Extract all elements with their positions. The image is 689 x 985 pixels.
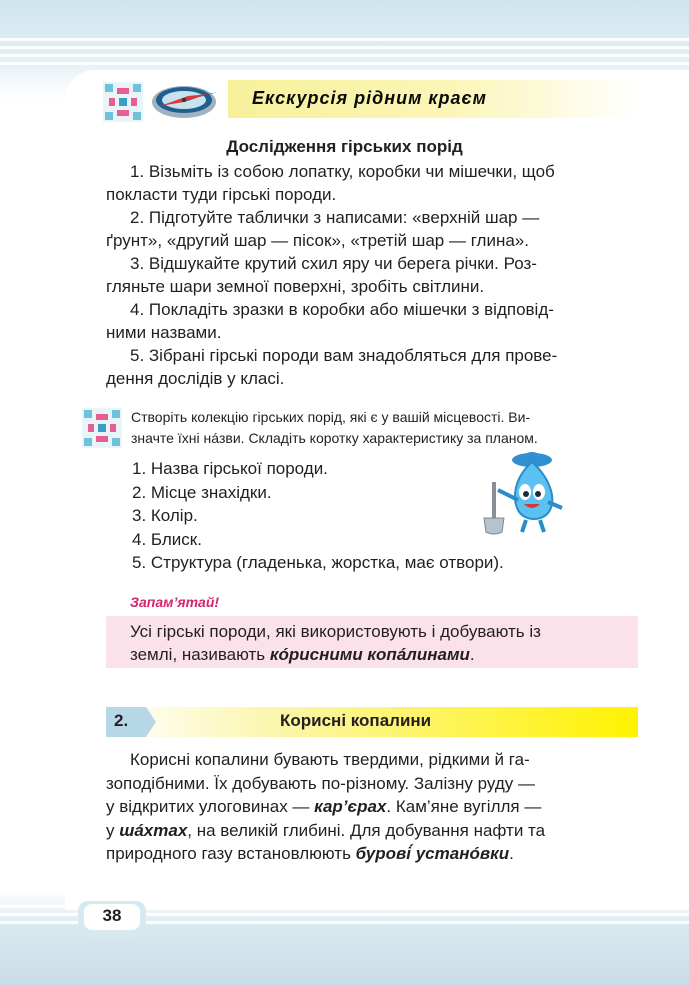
- step-3-line-2: гляньте шари земної поверхні, зробіть світлини.: [106, 277, 485, 296]
- plan-list: [132, 457, 504, 575]
- key-term: бурові́ устанóвки: [355, 844, 510, 863]
- task-line-1: Створіть колекцію гірських порід, які є у вашій місцевості. Ви-: [131, 409, 531, 425]
- header-title: Екскурсія рідним краєм: [252, 88, 487, 108]
- section-2-title: Корисні копалини: [280, 711, 432, 730]
- step-3-line-1: 3. Відшукайте крутий схил яру чи берега річки. Роз-: [130, 254, 537, 273]
- task-ornament-icon: [82, 408, 122, 448]
- step-1-line-2: покласти туди гірські породи.: [106, 185, 337, 204]
- plan-item: 3. Колір.: [132, 506, 198, 525]
- step-1-line-1: 1. Візьміть із собою лопатку, коробки чи мішечки, щоб: [130, 162, 555, 181]
- plan-item: 1. Назва гірської породи.: [132, 459, 328, 478]
- key-term: шáхтах: [119, 820, 188, 840]
- task-line-2: значте їхні нáзви. Складіть коротку характеристику за планом.: [131, 430, 538, 446]
- body-line: у шáхтах, на великій глибині. Для добування нафти та: [106, 820, 546, 840]
- droplet-mascot-with-shovel-icon: [478, 448, 568, 536]
- step-5-line-2: дення дослідів у класі.: [106, 369, 285, 388]
- remember-line-1: Усі гірські породи, які використовують і добувають із: [130, 622, 541, 641]
- cross-stitch-ornament-icon: [103, 82, 143, 122]
- section-title: Дослідження гірських порід: [226, 137, 463, 156]
- body-line: у відкритих улоговинах — кар’єрах. Кам’яне вугілля —: [106, 797, 542, 816]
- section-2-number: 2.: [114, 711, 129, 730]
- instruction-steps: [106, 160, 636, 390]
- step-4-line-2: ними назвами.: [106, 323, 222, 342]
- step-5-line-1: 5. Зібрані гірські породи вам знадобляться для прове-: [130, 346, 558, 365]
- body-line: природного газу встановлюють бурові́ устанóвки.: [106, 844, 514, 863]
- step-4-line-1: 4. Покладіть зразки в коробки або мішечки з відповід-: [130, 300, 554, 319]
- page-number: 38: [102, 906, 122, 925]
- plan-item: 5. Структура (гладенька, жорстка, має отвори).: [132, 553, 504, 572]
- body-line: Корисні копалини бувають твердими, рідкими й га-: [130, 750, 530, 769]
- remember-line-2: землі, називають кóрисними копáлинами.: [130, 645, 475, 664]
- plan-item: 2. Місце знахідки.: [132, 482, 272, 502]
- key-term: кóрисними копáлинами: [269, 645, 470, 664]
- remember-label: Запам’ятай!: [130, 594, 220, 610]
- key-term: кар’єрах: [314, 797, 387, 816]
- remember-text: [130, 620, 630, 666]
- task-text: [131, 407, 637, 449]
- body-line: зоподібними. Їх добувають по-різному. Залізну руду —: [106, 773, 535, 793]
- compass-icon: [148, 80, 230, 122]
- top-stripes: [0, 38, 689, 68]
- step-2-line-2: ґрунт», «другий шар — пісок», «третій шар — глина».: [106, 231, 529, 250]
- section-2-body: [106, 748, 638, 866]
- plan-item: 4. Блиск.: [132, 529, 202, 549]
- step-2-line-1: 2. Підготуйте таблички з написами: «верхній шар —: [130, 208, 540, 227]
